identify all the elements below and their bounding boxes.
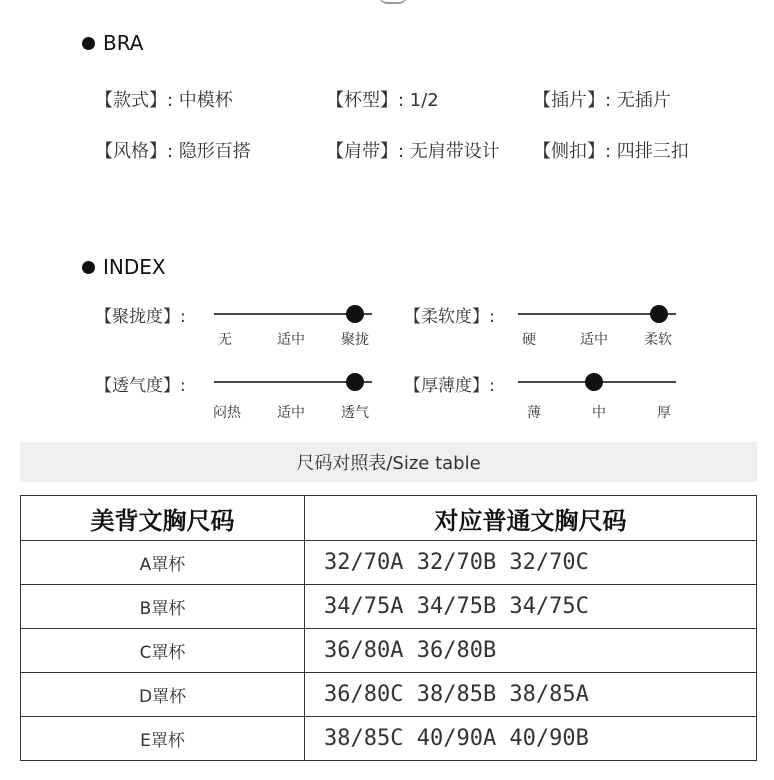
spec-cup-type: 【杯型】: 1/2 xyxy=(326,90,439,111)
tick-label: 适中 xyxy=(277,405,305,421)
cup-cell: B罩杯 xyxy=(21,585,305,629)
table-row xyxy=(21,673,757,717)
tick-label: 硬 xyxy=(522,332,536,348)
spec-style: 【款式】: 中模杯 xyxy=(95,90,233,111)
softness-slider xyxy=(518,304,676,324)
spec-strap: 【肩带】: 无肩带设计 xyxy=(326,141,500,162)
bullet-dot-icon xyxy=(82,261,95,274)
bra-section-title xyxy=(82,31,144,55)
spec-insert: 【插片】: 无插片 xyxy=(533,90,671,111)
tick-label: 柔软 xyxy=(644,332,672,348)
size-map-cell: 34/75A 34/75B 34/75C xyxy=(305,585,757,629)
thickness-slider xyxy=(518,372,676,392)
tick-label: 透气 xyxy=(341,405,369,421)
index-title: INDEX xyxy=(103,255,166,279)
bullet-dot-icon xyxy=(82,37,95,50)
bra-title: BRA xyxy=(103,31,144,55)
tick-label: 无 xyxy=(218,332,232,348)
tick-label: 适中 xyxy=(580,332,608,348)
tick-label: 闷热 xyxy=(213,405,241,421)
spec-design: 【风格】: 隐形百搭 xyxy=(95,141,251,162)
header-back-bra-size: 美背文胸尺码 xyxy=(21,496,305,541)
table-row xyxy=(21,629,757,673)
cup-cell: E罩杯 xyxy=(21,717,305,761)
top-decoration xyxy=(378,0,408,4)
size-map-cell: 36/80A 36/80B xyxy=(305,629,757,673)
cup-cell: C罩杯 xyxy=(21,629,305,673)
size-table xyxy=(20,495,757,761)
tick-label: 厚 xyxy=(657,405,671,421)
slider-knob xyxy=(585,373,603,391)
table-row xyxy=(21,541,757,585)
size-table-banner xyxy=(20,442,757,482)
size-map-cell: 38/85C 40/90A 40/90B xyxy=(305,717,757,761)
tick-label: 薄 xyxy=(527,405,541,421)
slider-knob xyxy=(346,373,364,391)
header-regular-bra-size: 对应普通文胸尺码 xyxy=(305,496,757,541)
tick-label: 中 xyxy=(592,405,606,421)
size-map-cell: 32/70A 32/70B 32/70C xyxy=(305,541,757,585)
spec-side-clasp: 【侧扣】: 四排三扣 xyxy=(533,141,689,162)
cup-cell: A罩杯 xyxy=(21,541,305,585)
index-label-softness: 【柔软度】: xyxy=(404,307,495,327)
index-label-push-up: 【聚拢度】: xyxy=(95,307,186,327)
push-up-slider xyxy=(214,304,372,324)
breathability-slider xyxy=(214,372,372,392)
tick-label: 适中 xyxy=(277,332,305,348)
index-section-title xyxy=(82,255,166,279)
slider-knob xyxy=(650,305,668,323)
index-label-breathability: 【透气度】: xyxy=(95,376,186,396)
index-label-thickness: 【厚薄度】: xyxy=(404,376,495,396)
size-map-cell: 36/80C 38/85B 38/85A xyxy=(305,673,757,717)
size-table-title: 尺码对照表/Size table xyxy=(296,453,481,474)
cup-cell: D罩杯 xyxy=(21,673,305,717)
table-row xyxy=(21,585,757,629)
tick-label: 聚拢 xyxy=(341,332,369,348)
slider-knob xyxy=(346,305,364,323)
table-row xyxy=(21,717,757,761)
table-header-row xyxy=(21,496,757,541)
